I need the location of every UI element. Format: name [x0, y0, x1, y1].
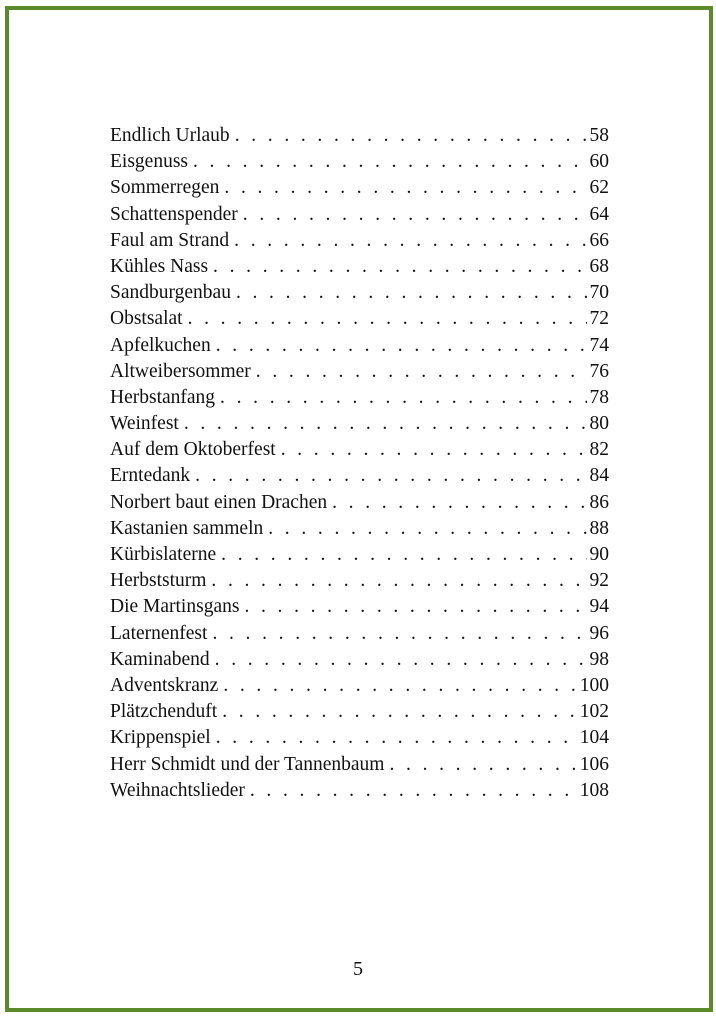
toc-entry-title: Herbststurm [110, 570, 207, 592]
toc-entry-page: 64 [589, 203, 609, 225]
toc-dot-leader [211, 568, 586, 594]
toc-dot-leader [216, 333, 587, 359]
toc-entry-title: Kürbislaterne [110, 544, 217, 565]
toc-dot-leader [193, 149, 587, 175]
toc-entry[interactable] [110, 699, 609, 725]
toc-entry[interactable] [110, 463, 609, 489]
toc-entry[interactable] [110, 725, 609, 751]
toc-entry[interactable] [110, 280, 609, 306]
toc-entry-title: Herbstanfang [110, 386, 216, 408]
toc-entry-title: Die Martinsgans [110, 596, 240, 618]
toc-dot-leader [268, 516, 586, 542]
toc-entry-page: 108 [579, 779, 609, 801]
toc-dot-leader [195, 463, 586, 489]
toc-entry-page: 100 [579, 674, 609, 696]
toc-dot-leader [389, 752, 576, 778]
toc-dot-leader [212, 621, 586, 647]
table-of-contents [110, 123, 609, 804]
toc-entry-page: 90 [589, 544, 609, 565]
toc-entry-page: 78 [589, 386, 609, 408]
toc-entry-page: 102 [579, 701, 609, 723]
toc-entry-title: Herr Schmidt und der Tannenbaum [110, 753, 385, 775]
toc-entry-page: 88 [589, 517, 609, 539]
toc-entry-page: 96 [589, 622, 609, 644]
toc-entry[interactable] [110, 333, 609, 359]
toc-entry-title: Obstsalat [110, 308, 183, 330]
toc-entry[interactable] [110, 228, 609, 254]
toc-entry[interactable] [110, 202, 609, 228]
toc-entry-page: 106 [579, 753, 609, 775]
toc-dot-leader [243, 202, 587, 228]
toc-entry-page: 92 [589, 570, 609, 592]
toc-dot-leader [221, 542, 586, 568]
toc-dot-leader [281, 437, 587, 463]
toc-entry-title: Weihnachtslieder [110, 779, 245, 801]
page-number: 5 [353, 958, 363, 980]
toc-entry[interactable] [110, 359, 609, 385]
toc-entry-page: 62 [589, 177, 609, 199]
toc-entry-page: 70 [589, 282, 609, 304]
toc-entry-title: Sandburgenbau [110, 282, 231, 304]
toc-dot-leader [234, 228, 586, 254]
toc-entry[interactable] [110, 175, 609, 201]
toc-entry-title: Plätzchenduft [110, 701, 218, 723]
toc-entry-title: Schattenspender [110, 203, 238, 225]
toc-entry-title: Kaminabend [110, 648, 210, 670]
toc-entry-title: Auf dem Oktoberfest [110, 439, 276, 461]
toc-dot-leader [184, 411, 587, 437]
toc-dot-leader [213, 254, 586, 280]
toc-dot-leader [224, 175, 586, 201]
toc-entry-page: 82 [589, 439, 609, 461]
toc-dot-leader [215, 647, 587, 673]
toc-entry[interactable] [110, 621, 609, 647]
toc-entry-title: Erntedank [110, 465, 191, 487]
toc-entry-page: 98 [589, 648, 609, 670]
toc-entry[interactable] [110, 752, 609, 778]
toc-dot-leader [188, 306, 587, 332]
toc-dot-leader [223, 673, 576, 699]
toc-entry[interactable] [110, 490, 609, 516]
toc-entry-title: Kastanien sammeln [110, 517, 264, 539]
toc-dot-leader [256, 359, 587, 385]
toc-dot-leader [332, 490, 586, 516]
toc-dot-leader [222, 699, 577, 725]
toc-entry-page: 80 [589, 413, 609, 435]
toc-entry-title: Apfelkuchen [110, 334, 211, 356]
toc-dot-leader [220, 385, 586, 411]
toc-entry[interactable] [110, 778, 609, 804]
toc-entry-title: Norbert baut einen Drachen [110, 491, 328, 513]
toc-entry[interactable] [110, 149, 609, 175]
toc-entry-page: 66 [589, 229, 609, 251]
toc-entry[interactable] [110, 516, 609, 542]
toc-entry-page: 104 [579, 727, 609, 749]
toc-entry-page: 74 [589, 334, 609, 356]
toc-entry[interactable] [110, 437, 609, 463]
toc-entry-title: Kühles Nass [110, 255, 209, 277]
toc-entry-page: 60 [589, 151, 609, 173]
toc-entry[interactable] [110, 123, 609, 149]
toc-dot-leader [250, 778, 577, 804]
toc-entry-title: Faul am Strand [110, 229, 230, 251]
toc-dot-leader [244, 594, 586, 620]
toc-entry-title: Endlich Urlaub [110, 125, 230, 146]
toc-entry-title: Krippenspiel [110, 727, 211, 749]
toc-entry-title: Laternenfest [110, 622, 208, 644]
toc-entry[interactable] [110, 542, 609, 568]
toc-dot-leader [235, 123, 587, 149]
toc-entry[interactable] [110, 594, 609, 620]
toc-entry[interactable] [110, 673, 609, 699]
toc-dot-leader [216, 725, 577, 751]
toc-entry[interactable] [110, 411, 609, 437]
toc-entry-title: Adventskranz [110, 674, 219, 696]
toc-entry-title: Weinfest [110, 413, 179, 435]
toc-dot-leader [236, 280, 587, 306]
toc-entry[interactable] [110, 254, 609, 280]
toc-entry-title: Eisgenuss [110, 151, 188, 173]
toc-entry[interactable] [110, 385, 609, 411]
toc-entry[interactable] [110, 568, 609, 594]
toc-entry[interactable] [110, 306, 609, 332]
toc-entry-page: 72 [589, 308, 609, 330]
toc-entry-title: Sommerregen [110, 177, 220, 199]
toc-entry-page: 84 [589, 465, 609, 487]
toc-entry-page: 58 [589, 125, 609, 146]
toc-entry-title: Altweibersommer [110, 360, 251, 382]
toc-entry-page: 68 [589, 255, 609, 277]
toc-entry[interactable] [110, 647, 609, 673]
toc-entry-page: 86 [589, 491, 609, 513]
toc-entry-page: 76 [589, 360, 609, 382]
toc-entry-page: 94 [589, 596, 609, 618]
